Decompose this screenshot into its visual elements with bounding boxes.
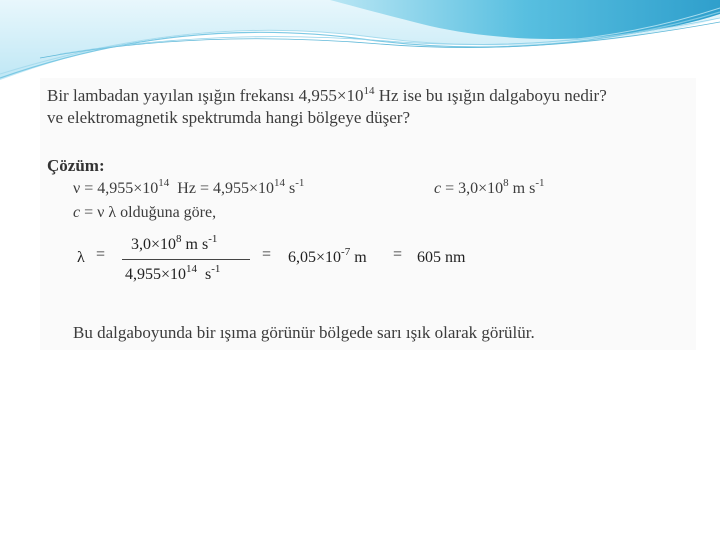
relation-line: c = ν λ olduğuna göre, (73, 204, 217, 221)
question-line-1: Bir lambadan yayılan ışığın frekansı $4,955\times 10^{14}$ Hz ise bu ışığın dalgaboyu nedir? (47, 85, 607, 105)
lambda-symbol: λ (77, 249, 85, 266)
equals-sign-3: = (393, 246, 403, 263)
result-nanometers: 605 nm (417, 249, 466, 266)
question-line-2: ve elektromagnetik spektrumda hangi bölgeye düşer? (47, 108, 411, 127)
fraction-bar (122, 259, 250, 260)
fraction-denominator: $4,955\times 10^{14}$ $s^{-1}$ (125, 263, 221, 283)
fraction-numerator: $3,0\times 10^8$ m $s^{-1}$ (131, 233, 218, 253)
solution-heading: Çözüm: (47, 156, 105, 175)
equals-sign-2: = (262, 246, 272, 263)
equals-sign-1: = (96, 246, 106, 263)
result-meters: $6,05\times 10^{-7}$ m (288, 246, 367, 266)
decorative-wave-banner (0, 0, 720, 90)
frequency-equation: $\nu = 4,955\times 10^{14}$ $Hz = 4,955\times 10^{14}$ $s^{-1}$ (73, 177, 305, 197)
conclusion-text: Bu dalgaboyunda bir ışıma görünür bölgede sarı ışık olarak görülür. (73, 323, 535, 342)
speed-of-light-equation: $c = 3,0\times 10^8$ m $s^{-1}$ (434, 177, 545, 197)
